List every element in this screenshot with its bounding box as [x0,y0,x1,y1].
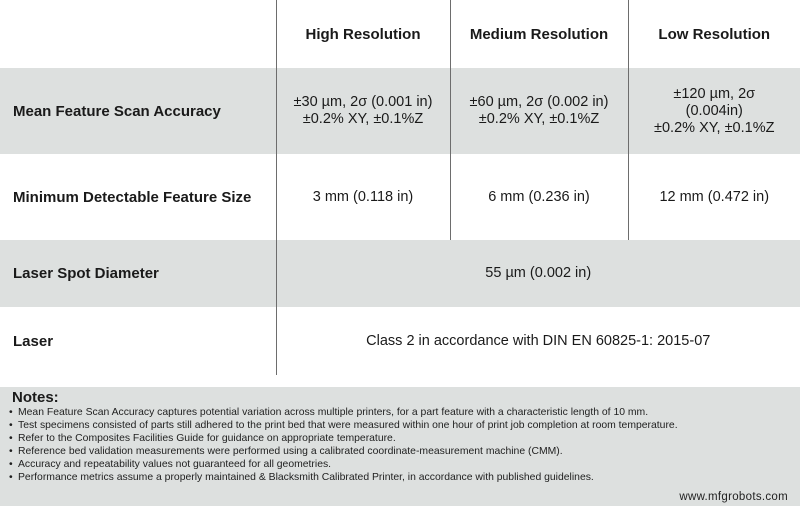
row-laser [0,307,800,375]
row-label-laser: Laser [13,332,54,350]
bullet-icon: • [9,445,13,457]
laser-class-value: Class 2 in accordance with DIN EN 60825-1: 2015-07 [276,307,800,375]
header-row [0,0,800,68]
header-high-resolution: High Resolution [276,0,450,68]
accuracy-low-line-1: ±120 µm, 2σ [673,85,756,102]
note-item [9,420,678,433]
note-item [9,459,678,472]
row-mean-feature-scan-accuracy [0,68,800,154]
note-text: Accuracy and repeatability values not guaranteed for all geometries. [18,458,332,470]
feature-size-medium: 6 mm (0.236 in) [450,154,628,240]
header-empty-cell [0,0,276,68]
accuracy-high-cell [276,68,450,154]
spot-diameter-value: 55 µm (0.002 in) [276,240,800,307]
feature-size-low: 12 mm (0.472 in) [628,154,800,240]
note-item [9,407,678,420]
row-label-accuracy: Mean Feature Scan Accuracy [0,68,276,154]
row-label-feature-size: Minimum Detectable Feature Size [13,188,252,206]
accuracy-low-line-3: ±0.2% XY, ±0.1%Z [654,119,775,136]
accuracy-low-line-2: (0.004in) [685,102,743,119]
bullet-icon: • [9,407,13,418]
bullet-icon: • [9,432,13,444]
bullet-icon: • [9,471,13,483]
row-laser-spot-diameter [0,240,800,307]
note-item [9,472,678,485]
row-minimum-feature-size [0,154,800,240]
accuracy-high-line-1: ±30 µm, 2σ (0.001 in) [293,94,433,110]
note-text: Reference bed validation measurements were performed using a calibrated coordinate-measurement machine (CMM). [18,445,563,457]
note-item [9,433,678,446]
note-text: Mean Feature Scan Accuracy captures potential variation across multiple printers, for a part feature with a characteristic length of 10 mm. [18,407,649,418]
bullet-icon: • [9,419,13,431]
bullet-icon: • [9,458,13,470]
notes-list [9,407,678,484]
note-item [9,446,678,459]
header-medium-resolution: Medium Resolution [450,0,628,68]
notes-section [0,387,800,506]
header-low-resolution: Low Resolution [628,0,800,68]
note-text: Performance metrics assume a properly maintained & Blacksmith Calibrated Printer, in accordance with published guidelines. [18,471,594,483]
accuracy-low-cell [628,68,800,154]
accuracy-medium-cell [450,68,628,154]
accuracy-medium-line-1: ±60 µm, 2σ (0.002 in) [469,94,609,110]
notes-title: Notes: [12,389,59,406]
accuracy-high-line-2: ±0.2% XY, ±0.1%Z [302,111,424,127]
feature-size-high: 3 mm (0.118 in) [276,154,450,240]
row-label-spot-diameter: Laser Spot Diameter [0,240,276,307]
watermark: www.mfgrobots.com [679,491,788,503]
accuracy-medium-line-2: ±0.2% XY, ±0.1%Z [478,111,600,127]
note-text: Refer to the Composites Facilities Guide for guidance on appropriate temperature. [18,432,396,444]
note-text: Test specimens consisted of parts still adhered to the print bed that were measured within one hour of print job completion at room temperature. [18,419,678,431]
